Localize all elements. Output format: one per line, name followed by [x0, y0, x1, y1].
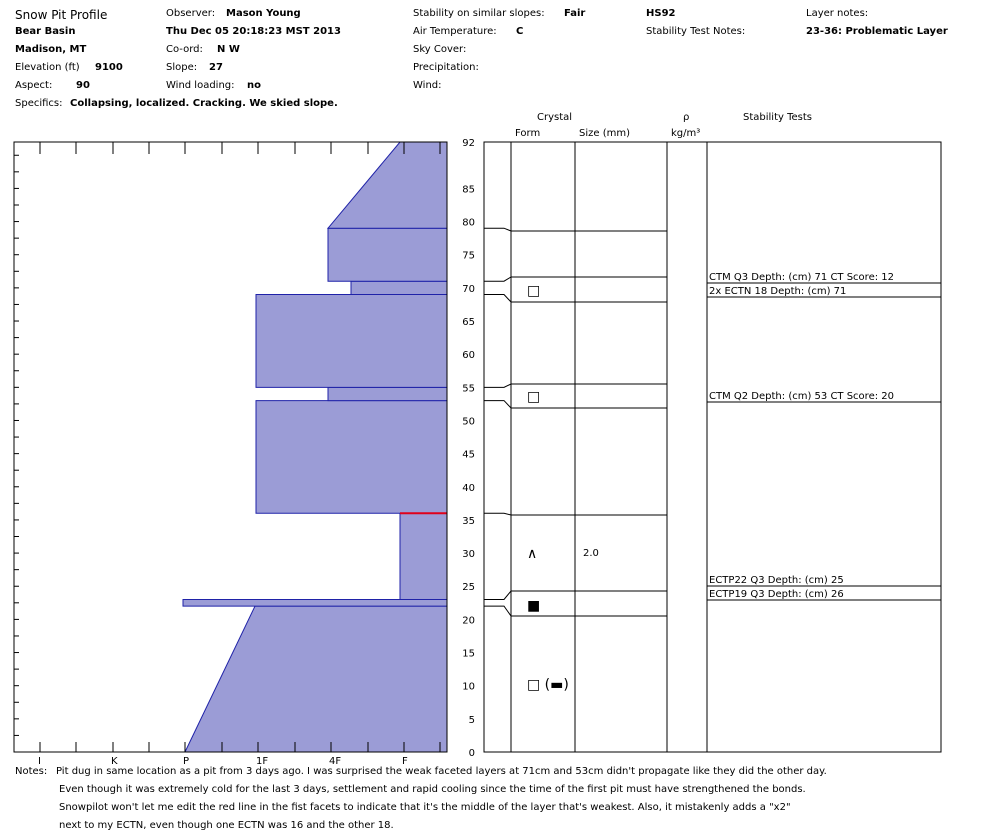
air-temp-label: Air Temperature:	[413, 26, 497, 37]
depth-label: 85	[462, 184, 475, 196]
hardness-label: P	[183, 756, 190, 767]
depth-label: 30	[462, 549, 475, 561]
specifics-label: Specifics:	[15, 98, 63, 109]
hs-value: HS92	[646, 8, 676, 19]
aspect-label: Aspect:	[15, 80, 53, 91]
layer-notes-label: Layer notes:	[806, 8, 869, 19]
layer-notes-value: 23-36: Problematic Layer	[806, 26, 948, 37]
crystal-form-symbol: □ (▬)	[527, 677, 569, 693]
wind-label: Wind:	[413, 80, 442, 91]
crystal-form-symbol: □	[527, 283, 541, 299]
hardness-label: I	[38, 756, 41, 767]
depth-label: 80	[462, 217, 475, 229]
profile-layer	[185, 606, 447, 752]
region: Madison, MT	[15, 44, 87, 55]
stability-tests-header: Stability Tests	[743, 112, 812, 123]
hardness-label: 1F	[256, 756, 269, 767]
depth-label: 65	[462, 317, 475, 329]
size-header: Size (mm)	[579, 128, 630, 139]
notes-line-1: Pit dug in same location as a pit from 3 days ago. I was surprised the weak faceted layers at 71cm and 53cm didn't propagate like they did the other day.	[56, 766, 827, 777]
datetime: Thu Dec 05 20:18:23 MST 2013	[166, 26, 341, 37]
stability-value: Fair	[564, 8, 586, 19]
notes-line-3: Snowpilot won't let me edit the red line in the fist facets to indicate that it's the middle of the layer that's weakest. Also, it mistakenly adds a "x2"	[59, 802, 791, 813]
depth-label: 75	[462, 250, 475, 262]
elevation-label: Elevation (ft)	[15, 62, 80, 73]
crystal-form-symbol: □	[527, 389, 541, 405]
depth-label: 40	[462, 482, 475, 494]
profile-layer	[400, 513, 447, 599]
depth-label: 0	[468, 748, 475, 759]
depth-label: 60	[462, 350, 475, 362]
location: Bear Basin	[15, 26, 76, 37]
density-unit-header: kg/m³	[671, 128, 701, 139]
crystal-header: Crystal	[537, 112, 573, 123]
hardness-label: K	[111, 756, 118, 767]
depth-label: 92	[462, 138, 475, 149]
precipitation-label: Precipitation:	[413, 62, 479, 73]
profile-layer	[328, 228, 447, 281]
notes-label: Notes:	[15, 766, 48, 777]
slope-label: Slope:	[166, 62, 198, 73]
notes-line-4: next to my ECTN, even though one ECTN was 16 and the other 18.	[59, 820, 394, 831]
depth-label: 35	[462, 515, 475, 527]
stability-test-label: CTM Q2 Depth: (cm) 53 CT Score: 20	[709, 391, 894, 402]
hardness-label: F	[402, 756, 408, 767]
specifics-value: Collapsing, localized. Cracking. We skied slope.	[70, 98, 338, 109]
depth-label: 20	[462, 615, 475, 627]
wind-loading-value: no	[247, 80, 261, 91]
stability-test-label: ECTP19 Q3 Depth: (cm) 26	[709, 589, 844, 600]
layer-table-frame	[484, 142, 941, 752]
profile-layer	[328, 142, 447, 228]
sky-cover-label: Sky Cover:	[413, 44, 467, 55]
crystal-form-symbol: ∧	[527, 546, 538, 562]
stability-test-label: 2x ECTN 18 Depth: (cm) 71	[709, 286, 847, 297]
crystal-form-symbol: ■	[527, 598, 541, 614]
stability-test-label: CTM Q3 Depth: (cm) 71 CT Score: 12	[709, 272, 894, 283]
aspect-value: 90	[76, 80, 90, 91]
profile-layer	[183, 600, 447, 607]
profile-layer	[328, 387, 447, 400]
stability-test-label: ECTP22 Q3 Depth: (cm) 25	[709, 575, 844, 586]
observer-value: Mason Young	[226, 8, 301, 19]
depth-label: 50	[462, 416, 475, 428]
depth-label: 5	[468, 714, 475, 726]
observer-label: Observer:	[166, 8, 216, 19]
depth-label: 25	[462, 582, 475, 594]
coord-value: N W	[217, 44, 240, 55]
slope-value: 27	[209, 62, 223, 73]
depth-label: 55	[462, 383, 475, 395]
hardness-label: 4F	[329, 756, 342, 767]
stability-notes-label: Stability Test Notes:	[646, 26, 746, 37]
depth-label: 70	[462, 283, 475, 295]
depth-label: 10	[462, 681, 475, 693]
profile-layer	[256, 295, 447, 388]
coord-label: Co-ord:	[166, 44, 203, 55]
crystal-size: 2.0	[583, 548, 599, 559]
wind-loading-label: Wind loading:	[166, 80, 235, 91]
profile-layer	[351, 281, 447, 294]
rho-header: ρ	[683, 112, 690, 123]
page-title: Snow Pit Profile	[15, 8, 108, 22]
form-header: Form	[515, 128, 541, 139]
notes-line-2: Even though it was extremely cold for the last 3 days, settlement and rapid cooling since the time of the first pit must have strengthened the bonds.	[59, 784, 806, 795]
air-temp-value: C	[516, 26, 524, 37]
depth-label: 15	[462, 648, 475, 660]
depth-label: 45	[462, 449, 475, 461]
profile-layer	[256, 401, 447, 514]
stability-label: Stability on similar slopes:	[413, 8, 545, 19]
elevation-value: 9100	[95, 62, 123, 73]
